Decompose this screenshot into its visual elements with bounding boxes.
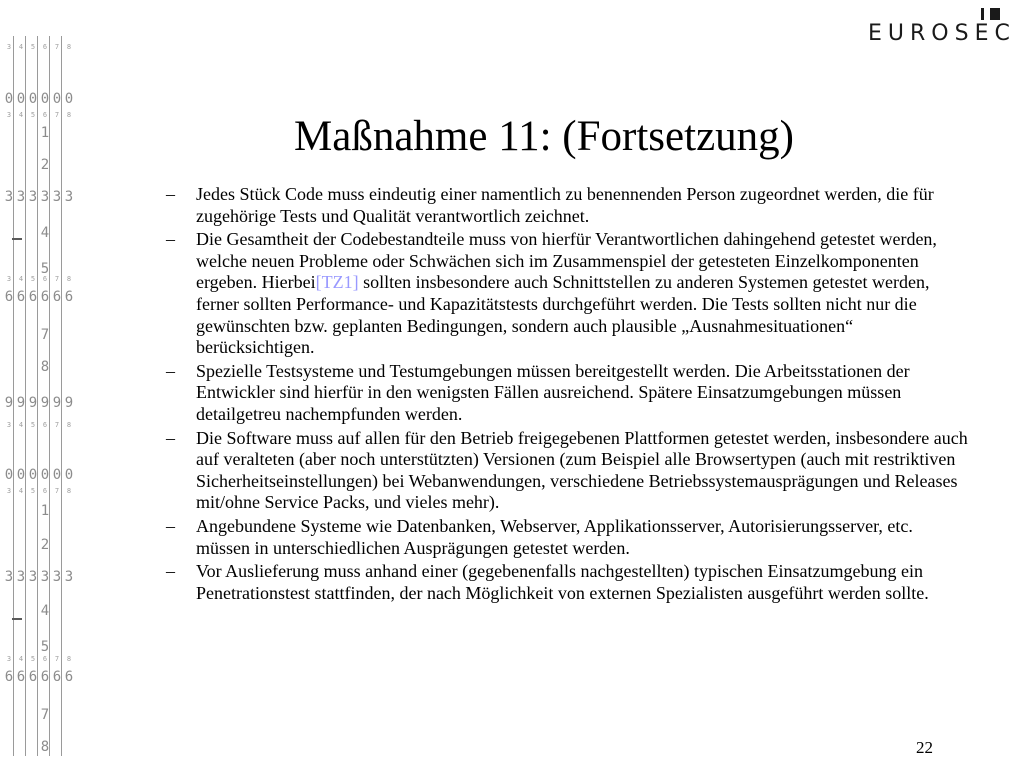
strip-digit: 3 [64, 189, 74, 205]
strip-digit: 2 [40, 157, 50, 173]
strip-digit: 3 [40, 189, 50, 205]
strip-digit: 3 [6, 275, 12, 283]
page-number: 22 [916, 738, 933, 757]
strip-digit: 3 [6, 421, 12, 429]
bullet-text: Vor Auslieferung muss anhand einer (gegebenenfalls nachgestellten) typischen Einsatzumgebung ein Penetrationstest stattfinden, der nach Möglichkeit von externen Spezialisten ausgeführt werden sollte. [196, 561, 929, 603]
strip-digit: 6 [16, 289, 26, 305]
strip-digit: 6 [64, 289, 74, 305]
strip-digit: 0 [16, 467, 26, 483]
bullet-marker: – [166, 561, 175, 582]
reference-link-tz1[interactable]: [TZ1] [315, 272, 359, 293]
strip-digit: 8 [66, 275, 72, 283]
strip-digit: 7 [54, 43, 60, 51]
strip-digit: 7 [54, 655, 60, 663]
slide-title: Maßnahme 11: (Fortsetzung) [294, 113, 794, 160]
logo-bar-thin [981, 8, 984, 20]
strip-digit: 0 [40, 467, 50, 483]
strip-digit: 8 [66, 43, 72, 51]
strip-digit: 6 [4, 289, 14, 305]
strip-digit: 7 [54, 111, 60, 119]
strip-digit: 4 [18, 421, 24, 429]
strip-digit: 6 [64, 669, 74, 685]
strip-digit: 3 [4, 189, 14, 205]
strip-digit: 9 [40, 395, 50, 411]
strip-digit: 0 [52, 467, 62, 483]
bullet-item [160, 561, 970, 604]
strip-digit: 6 [40, 669, 50, 685]
strip-digit: 0 [52, 91, 62, 107]
strip-digit: 6 [42, 655, 48, 663]
strip-digit: 3 [16, 189, 26, 205]
strip-digit: 5 [30, 655, 36, 663]
strip-digit: 7 [54, 275, 60, 283]
bullet-text: Angebundene Systeme wie Datenbanken, Webserver, Applikationsserver, Autorisierungsserver, etc. müssen in unterschiedlichen Ausprägungen getestet werden. [196, 515, 913, 558]
bullet-item [160, 229, 970, 359]
strip-digit: 4 [18, 275, 24, 283]
bullet-item [160, 184, 970, 227]
strip-digit: 6 [42, 487, 48, 495]
strip-digit: 9 [4, 395, 14, 411]
strip-digit: 5 [30, 111, 36, 119]
bullet-marker: – [166, 229, 175, 250]
strip-digit: 2 [40, 537, 50, 553]
strip-digit: 8 [40, 359, 50, 375]
strip-digit: 5 [30, 275, 36, 283]
strip-digit: 0 [64, 91, 74, 107]
strip-digit: 3 [52, 569, 62, 585]
strip-digit: 6 [42, 43, 48, 51]
bullet-item [160, 516, 970, 559]
strip-digit: 3 [6, 43, 12, 51]
bullet-text: Spezielle Testsysteme und Testumgebungen müssen bereitgestellt werden. Die Arbeitsstationen der Entwickler sind hierfür in den wenigsten Fällen ausreichend. Spätere Einsatzumgebungen müssen detailgetreu nachempfunden werden. [196, 360, 910, 424]
logo-bar-thick [990, 8, 1000, 20]
strip-digit: 6 [28, 669, 38, 685]
strip-digit: 0 [4, 467, 14, 483]
strip-digit: 5 [30, 487, 36, 495]
strip-digit: 7 [40, 707, 50, 723]
strip-digit: 0 [64, 467, 74, 483]
strip-digit: 4 [18, 111, 24, 119]
strip-digit: 9 [16, 395, 26, 411]
logo-wordmark: EUROSEC [868, 21, 1016, 46]
strip-digit: 3 [28, 569, 38, 585]
bullet-marker: – [166, 360, 175, 381]
strip-digit: 9 [52, 395, 62, 411]
strip-digit: 1 [40, 125, 50, 141]
strip-digit: 8 [66, 487, 72, 495]
strip-digit: 8 [66, 111, 72, 119]
strip-digit: 1 [40, 503, 50, 519]
strip-digit: 3 [6, 487, 12, 495]
strip-digit: 5 [30, 43, 36, 51]
bullet-text-continued: sollten insbesondere auch Schnittstellen zu anderen Systemen getestet werden, ferner sollten Performance- und Kapazitätstests durchgeführt werden. Die Tests sollten nicht nur die gewünschten bzw. geplanten Bedingungen, sondern auch plausible „Ausnahmesituationen“ berücksichtigen. [196, 272, 930, 358]
strip-digit: 8 [66, 655, 72, 663]
strip-digit: 5 [40, 261, 50, 277]
strip-digit: 5 [40, 639, 50, 655]
strip-digit: 4 [18, 487, 24, 495]
eurosec-logo [868, 8, 1014, 48]
strip-digit: 3 [28, 189, 38, 205]
strip-digit: 5 [30, 421, 36, 429]
bullet-text: Die Software muss auf allen für den Betrieb freigegebenen Plattformen getestet werden, insbesondere auch auf veralteten (aber noch unterstützten) Versionen (zum Beispiel alle Browsertypen (auch mit restriktiven Sicherheitseinstellungen) bei Webanwendungen, verschiedene Betriebssystemausprägungen und Releases mit/ohne Service Packs, und vieles mehr). [196, 427, 968, 513]
bullet-marker: – [166, 184, 175, 204]
strip-digit: 9 [64, 395, 74, 411]
strip-digit: 0 [40, 91, 50, 107]
strip-digit: 9 [28, 395, 38, 411]
bullet-item [160, 361, 970, 426]
strip-digit: 7 [54, 487, 60, 495]
bullet-marker: – [166, 515, 175, 536]
strip-digit: 4 [40, 603, 50, 619]
bullet-text: Die Gesamtheit der Codebestandteile muss von hierfür Verantwortlichen dahingehend getestet werden, welche neuen Probleme oder Schwächen sich im Zusammenspiel der getesteten Einzelkomponenten ergeben. Hierbei [196, 229, 937, 293]
strip-digit: 8 [40, 739, 50, 755]
strip-digit: 0 [28, 467, 38, 483]
bullet-text: Jedes Stück Code muss eindeutig einer namentlich zu benennenden Person zugeordnet werden, die für zugehörige Tests und Qualität verantwortlich zeichnet. [196, 184, 934, 226]
strip-digit: 7 [40, 327, 50, 343]
strip-digit: 6 [28, 289, 38, 305]
strip-digit: 6 [42, 275, 48, 283]
strip-digit: 6 [52, 289, 62, 305]
strip-digit: 6 [40, 289, 50, 305]
bullet-item [160, 428, 970, 514]
strip-digit: 3 [64, 569, 74, 585]
strip-digit: 3 [4, 569, 14, 585]
strip-digit: 3 [52, 189, 62, 205]
strip-digit: 3 [16, 569, 26, 585]
strip-digit: 6 [42, 111, 48, 119]
strip-digit: 4 [18, 655, 24, 663]
strip-digit: 4 [18, 43, 24, 51]
strip-digit: 6 [52, 669, 62, 685]
strip-digit: 3 [6, 655, 12, 663]
strip-dash [12, 618, 22, 620]
bullet-marker: – [166, 427, 175, 448]
strip-digit: 0 [28, 91, 38, 107]
strip-digit: 4 [40, 225, 50, 241]
strip-digit: 6 [4, 669, 14, 685]
bullet-list [160, 184, 970, 606]
strip-digit: 8 [66, 421, 72, 429]
strip-dash [12, 238, 22, 240]
strip-digit: 6 [16, 669, 26, 685]
strip-digit: 0 [4, 91, 14, 107]
strip-digit: 7 [54, 421, 60, 429]
strip-digit: 0 [16, 91, 26, 107]
strip-digit: 3 [40, 569, 50, 585]
strip-digit: 6 [42, 421, 48, 429]
strip-digit: 3 [6, 111, 12, 119]
